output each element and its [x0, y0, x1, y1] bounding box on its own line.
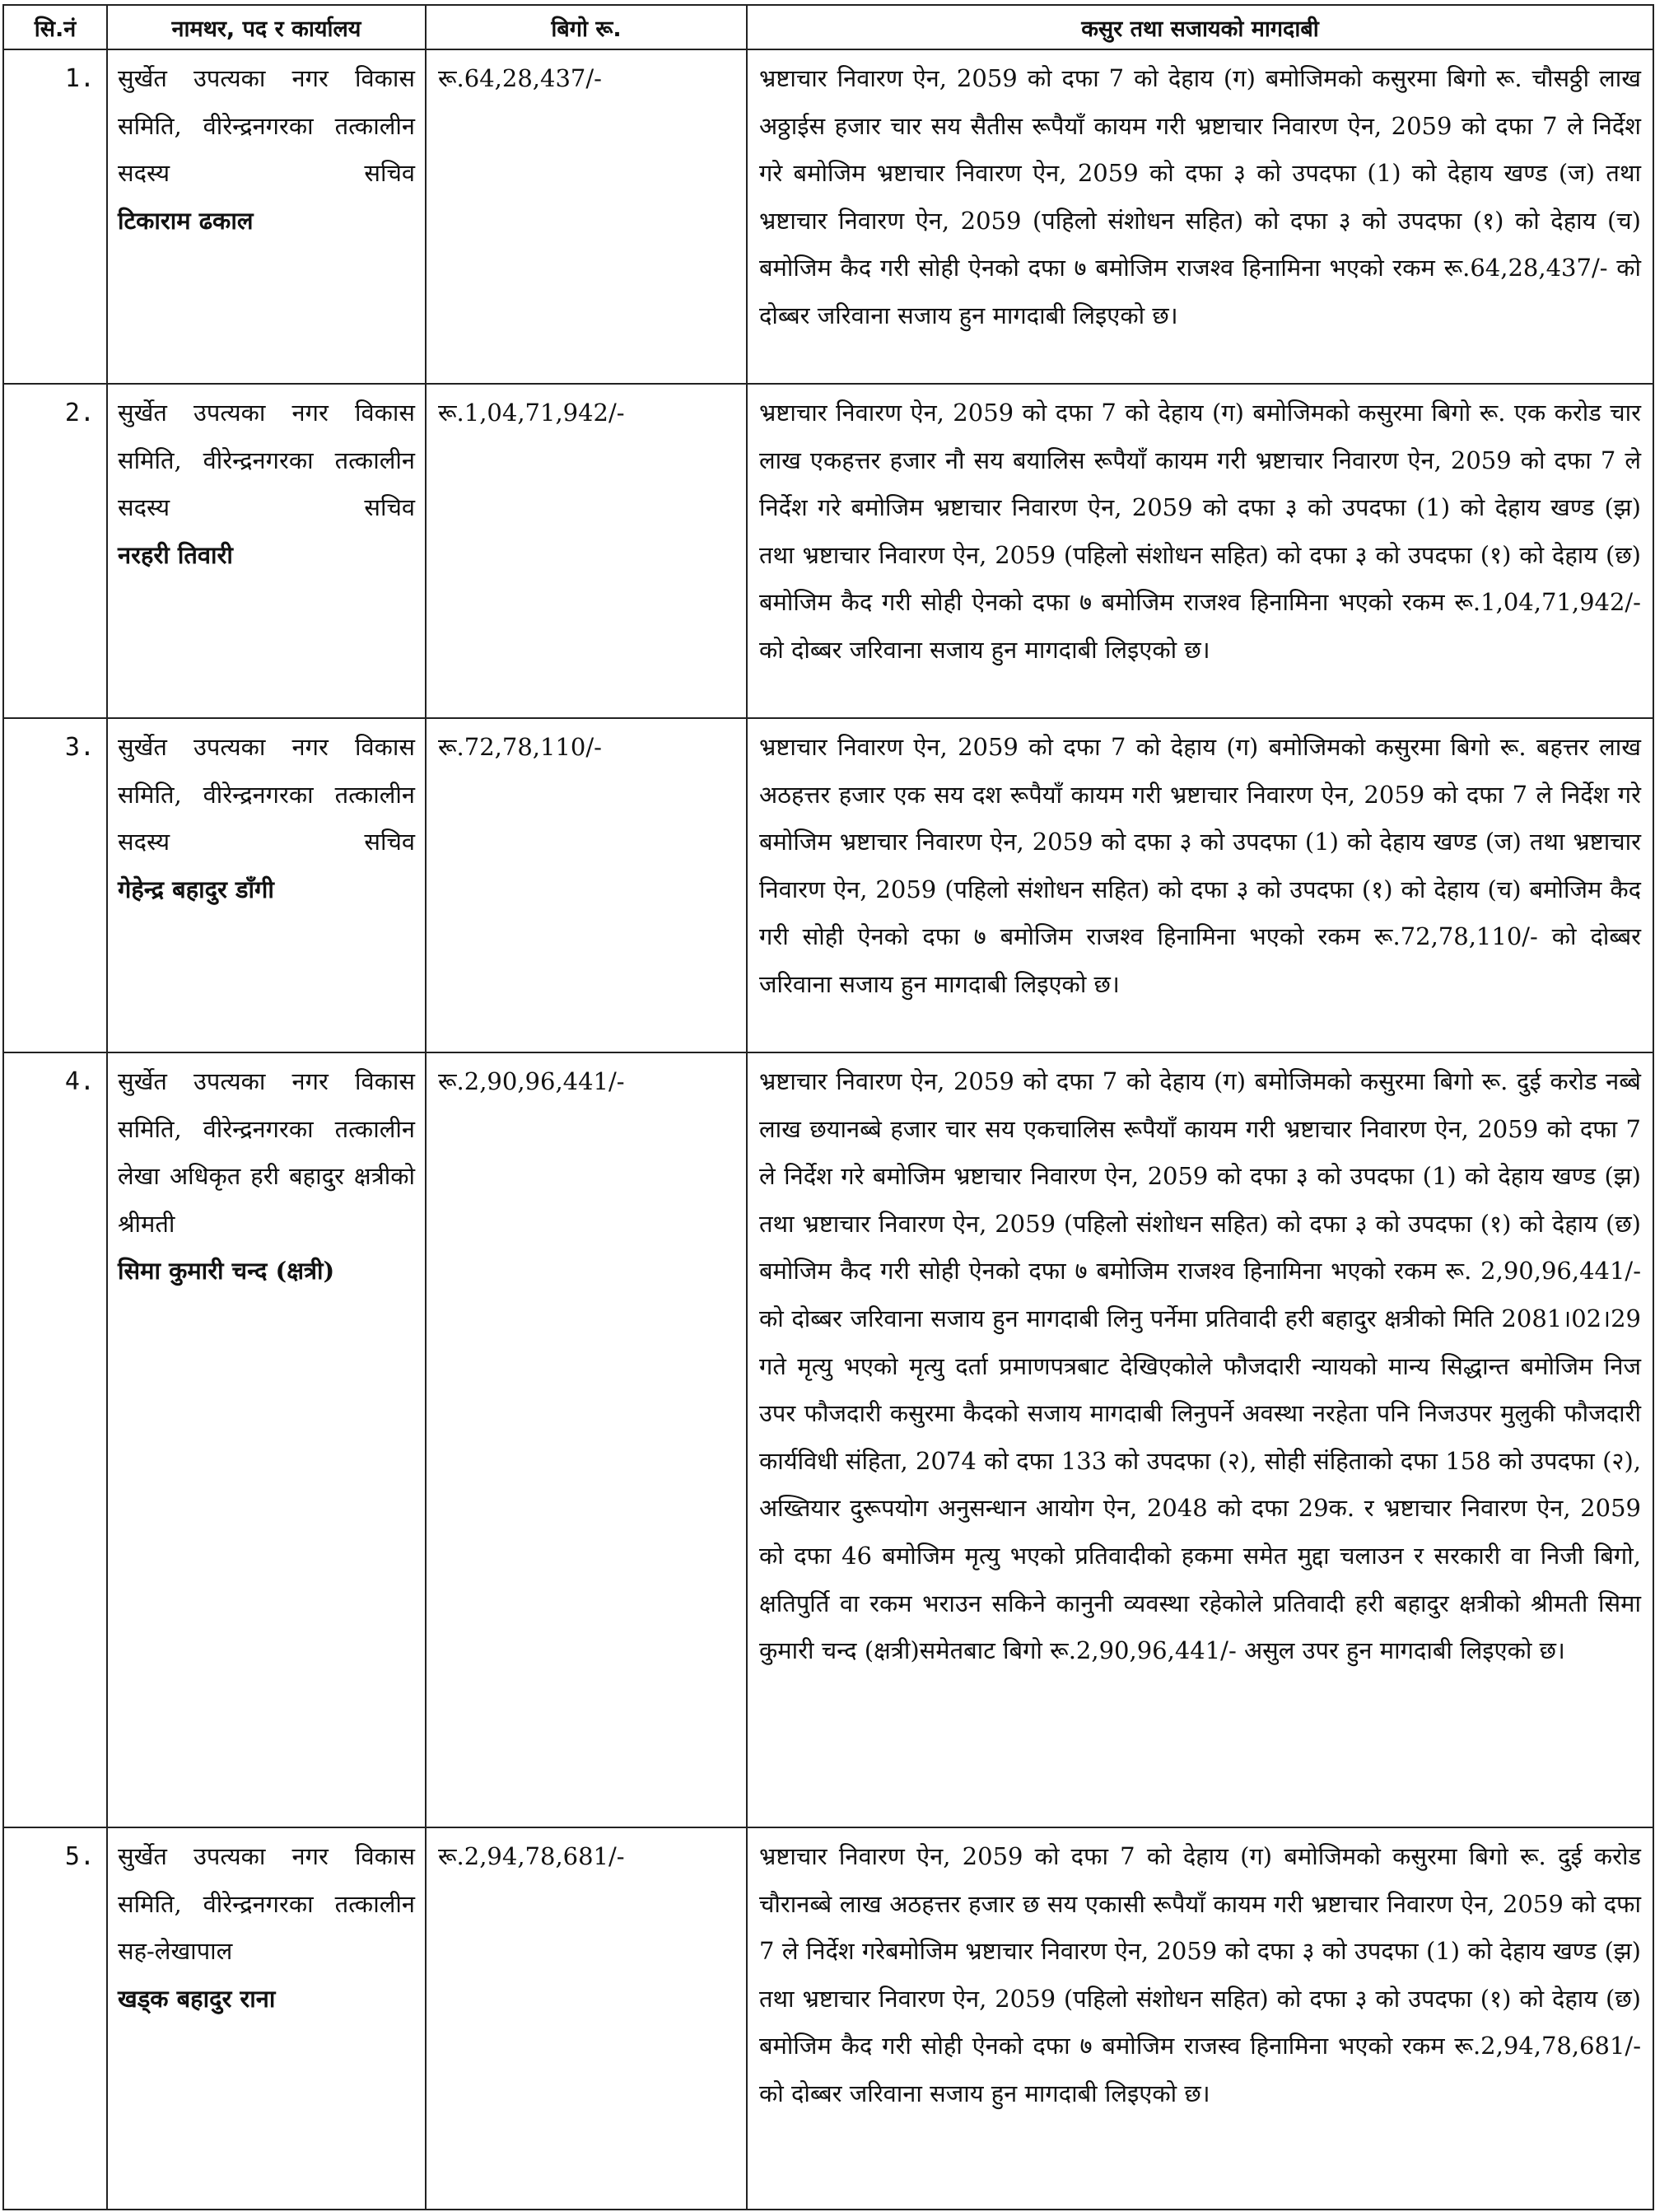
- amount-cell: रू.2,94,78,681/-: [426, 1827, 747, 2210]
- serial-number: 3.: [3, 718, 107, 1052]
- person-name: गेहेन्द्र बहादुर डाँगी: [118, 875, 274, 903]
- table-row: [3, 1827, 1653, 2210]
- name-cell: [107, 718, 426, 1052]
- header-amount: बिगो रू.: [426, 5, 747, 49]
- table-row: [3, 49, 1653, 384]
- header-name: नामथर, पद र कार्यालय: [107, 5, 426, 49]
- person-name: टिकाराम ढकाल: [118, 206, 254, 235]
- amount-cell: रू.2,90,96,441/-: [426, 1052, 747, 1827]
- header-row: [3, 5, 1653, 49]
- header-serial: सि.नं: [3, 5, 107, 49]
- demand-cell: भ्रष्टाचार निवारण ऐन, 2059 को दफा 7 को देहाय (ग) बमोजिमको कसुरमा बिगो रू. बहत्तर लाख अठहत्तर हजार एक सय दश रूपैयाँ कायम गरी भ्रष्टाचार निवारण ऐन, 2059 को दफा 7 ले निर्देश गरे बमोजिम भ्रष्टाचार निवारण ऐन, 2059 को दफा ३ को उपदफा (1) को देहाय खण्ड (ज) तथा भ्रष्टाचार निवारण ऐन, 2059 (पहिलो संशोधन सहित) को दफा ३ को उपदफा (१) को देहाय (च) बमोजिम कैद गरी सोही ऐनको दफा ७ बमोजिम राजश्व हिनामिना भएको रकम रू.72,78,110/- को दोब्बर जरिवाना सजाय हुन मागदाबी लिइएको छ।: [747, 718, 1653, 1052]
- person-name: नरहरी तिवारी: [118, 540, 233, 569]
- amount-cell: रू.1,04,71,942/-: [426, 384, 747, 718]
- serial-number: 4.: [3, 1052, 107, 1827]
- table-row: [3, 384, 1653, 718]
- charges-table: [2, 4, 1654, 2210]
- serial-number: 1.: [3, 49, 107, 384]
- name-cell: [107, 1052, 426, 1827]
- office-title: सुर्खेत उपत्यका नगर विकास समिति, वीरेन्द्रनगरका तत्कालीन सदस्य सचिव: [118, 399, 415, 522]
- office-title: सुर्खेत उपत्यका नगर विकास समिति, वीरेन्द्रनगरका तत्कालीन सह-लेखापाल: [118, 1842, 415, 1966]
- table-row: [3, 1052, 1653, 1827]
- office-title: सुर्खेत उपत्यका नगर विकास समिति, वीरेन्द्रनगरका तत्कालीन सदस्य सचिव: [118, 733, 415, 856]
- table-row: [3, 718, 1653, 1052]
- serial-number: 5.: [3, 1827, 107, 2210]
- header-demand: कसुर तथा सजायको मागदाबी: [747, 5, 1653, 49]
- office-title: सुर्खेत उपत्यका नगर विकास समिति, वीरेन्द्रनगरका तत्कालीन सदस्य सचिव: [118, 64, 415, 188]
- person-name: खड्क बहादुर राना: [118, 1984, 276, 2013]
- demand-cell: भ्रष्टाचार निवारण ऐन, 2059 को दफा 7 को देहाय (ग) बमोजिमको कसुरमा बिगो रू. एक करोड चार लाख एकहत्तर हजार नौ सय बयालिस रूपैयाँ कायम गरी भ्रष्टाचार निवारण ऐन, 2059 को दफा 7 ले निर्देश गरे बमोजिम भ्रष्टाचार निवारण ऐन, 2059 को दफा ३ को उपदफा (1) को देहाय खण्ड (झ) तथा भ्रष्टाचार निवारण ऐन, 2059 (पहिलो संशोधन सहित) को दफा ३ को उपदफा (१) को देहाय (छ) बमोजिम कैद गरी सोही ऐनको दफा ७ बमोजिम राजश्व हिनामिना भएको रकम रू.1,04,71,942/- को दोब्बर जरिवाना सजाय हुन मागदाबी लिइएको छ।: [747, 384, 1653, 718]
- person-name: सिमा कुमारी चन्द (क्षत्री): [118, 1257, 335, 1286]
- name-cell: [107, 384, 426, 718]
- name-cell: [107, 49, 426, 384]
- demand-cell: भ्रष्टाचार निवारण ऐन, 2059 को दफा 7 को देहाय (ग) बमोजिमको कसुरमा बिगो रू. दुई करोड चौरानब्बे लाख अठहत्तर हजार छ सय एकासी रूपैयाँ कायम गरी भ्रष्टाचार निवारण ऐन, 2059 को दफा 7 ले निर्देश गरेबमोजिम भ्रष्टाचार निवारण ऐन, 2059 को दफा ३ को उपदफा (1) को देहाय खण्ड (झ) तथा भ्रष्टाचार निवारण ऐन, 2059 (पहिलो संशोधन सहित) को दफा ३ को उपदफा (१) को देहाय (छ) बमोजिम कैद गरी सोही ऐनको दफा ७ बमोजिम राजस्व हिनामिना भएको रकम रू.2,94,78,681/- को दोब्बर जरिवाना सजाय हुन मागदाबी लिइएको छ।: [747, 1827, 1653, 2210]
- amount-cell: रू.72,78,110/-: [426, 718, 747, 1052]
- serial-number: 2.: [3, 384, 107, 718]
- office-title: सुर्खेत उपत्यका नगर विकास समिति, वीरेन्द्रनगरका तत्कालीन लेखा अधिकृत हरी बहादुर क्षत्रीको श्रीमती: [118, 1067, 415, 1238]
- demand-cell: भ्रष्टाचार निवारण ऐन, 2059 को दफा 7 को देहाय (ग) बमोजिमको कसुरमा बिगो रू. दुई करोड नब्बे लाख छयानब्बे हजार चार सय एकचालिस रूपैयाँ कायम गरी भ्रष्टाचार निवारण ऐन, 2059 को दफा 7 ले निर्देश गरे बमोजिम भ्रष्टाचार निवारण ऐन, 2059 को दफा ३ को उपदफा (1) को देहाय खण्ड (झ) तथा भ्रष्टाचार निवारण ऐन, 2059 (पहिलो संशोधन सहित) को दफा ३ को उपदफा (१) को देहाय (छ) बमोजिम कैद गरी सोही ऐनको दफा ७ बमोजिम राजश्व हिनामिना भएको रकम रू. 2,90,96,441/-को दोब्बर जरिवाना सजाय हुन मागदाबी लिनु पर्नेमा प्रतिवादी हरी बहादुर क्षत्रीको मिति 2081।02।29 गते मृत्यु भएको मृत्यु दर्ता प्रमाणपत्रबाट देखिएकोले फौजदारी न्यायको मान्य सिद्धान्त बमोजिम निज उपर फौजदारी कसुरमा कैदको सजाय मागदाबी लिनुपर्ने अवस्था नरहेता पनि निजउपर मुलुकी फौजदारी कार्यविधी संहिता, 2074 को दफा 133 को उपदफा (२), सोही संहिताको दफा 158 को उपदफा (२), अख्तियार दुरूपयोग अनुसन्धान आयोग ऐन, 2048 को दफा 29क. र भ्रष्टाचार निवारण ऐन, 2059 को दफा 46 बमोजिम मृत्यु भएको प्रतिवादीको हकमा समेत मुद्दा चलाउन र सरकारी वा निजी बिगो, क्षतिपुर्ति वा रकम भराउन सकिने कानुनी व्यवस्था रहेकोले प्रतिवादी हरी बहादुर क्षत्रीको श्रीमती सिमा कुमारी चन्द (क्षत्री)समेतबाट बिगो रू.2,90,96,441/- असुल उपर हुन मागदाबी लिइएको छ।: [747, 1052, 1653, 1827]
- name-cell: [107, 1827, 426, 2210]
- amount-cell: रू.64,28,437/-: [426, 49, 747, 384]
- demand-cell: भ्रष्टाचार निवारण ऐन, 2059 को दफा 7 को देहाय (ग) बमोजिमको कसुरमा बिगो रू. चौसठ्ठी लाख अठ्ठाईस हजार चार सय सैतीस रूपैयाँ कायम गरी भ्रष्टाचार निवारण ऐन, 2059 को दफा 7 ले निर्देश गरे बमोजिम भ्रष्टाचार निवारण ऐन, 2059 को दफा ३ को उपदफा (1) को देहाय खण्ड (ज) तथा भ्रष्टाचार निवारण ऐन, 2059 (पहिलो संशोधन सहित) को दफा ३ को उपदफा (१) को देहाय (च) बमोजिम कैद गरी सोही ऐनको दफा ७ बमोजिम राजश्व हिनामिना भएको रकम रू.64,28,437/- को दोब्बर जरिवाना सजाय हुन मागदाबी लिइएको छ।: [747, 49, 1653, 384]
